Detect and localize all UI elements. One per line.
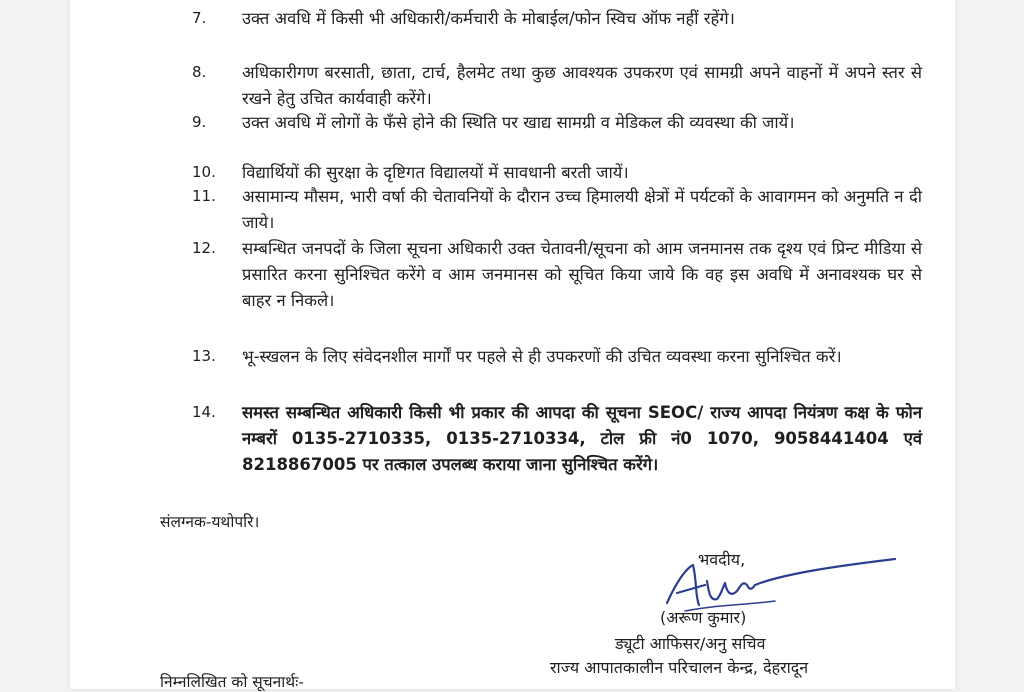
item-number: 13. — [192, 347, 216, 365]
signatory-name: (अरूण कुमार) — [660, 608, 747, 627]
item-number: 10. — [192, 163, 216, 181]
document-page — [70, 0, 955, 689]
enclosure-note: संलग्नक-यथोपरि। — [160, 513, 260, 531]
item-number: 12. — [192, 239, 216, 257]
item-number: 11. — [192, 187, 216, 205]
item-text: उक्त अवधि में किसी भी अधिकारी/कर्मचारी के मोबाईल/फोन स्विच ऑफ नहीं रहेंगे। — [242, 9, 735, 28]
item-text: विद्यार्थियों की सुरक्षा के दृष्टिगत विद्यालयों में सावधानी बरती जायें। — [242, 163, 629, 182]
item-number: 7. — [192, 9, 207, 27]
item-text: अधिकारीगण बरसाती, छाता, टार्च, हैलमेट तथा कुछ आवश्यक उपकरण एवं सामग्री अपने वाहनों में अपने स्तर से रखने हेतु उचित कार्यवाही करेंगे। — [242, 63, 922, 108]
signatory-designation: ड्यूटी आफिसर/अनु सचिव — [615, 634, 766, 653]
item-text: सम्बन्धित जनपदों के जिला सूचना अधिकारी उक्त चेतावनी/सूचना को आम जनमानस तक दृश्य एवं प्रिन्ट मीडिया से प्रसारित करना सुनिश्चित करेंगे व आम जनमानस को सूचित किया जाये कि वह इस अवधि में अनावश्यक घर से बाहर न निकले। — [242, 239, 922, 310]
item-text: समस्त सम्बन्धित अधिकारी किसी भी प्रकार की आपदा की सूचना SEOC/ राज्य आपदा नियंत्रण कक्ष के फोन नम्बरों 0135-2710335, 0135-2710334, टोल फ्री नं0 1070, 9058441404 एवं 8218867005 पर तत्काल उपलब्ध कराया जाना सुनिश्चित करेंगे। — [242, 403, 922, 474]
item-number: 14. — [192, 403, 216, 421]
item-text: भू-स्खलन के लिए संवेदनशील मार्गों पर पहले से ही उपकरणों की उचित व्यवस्था करना सुनिश्चित करें। — [242, 347, 842, 366]
closing-salutation: भवदीय, — [698, 550, 746, 569]
item-number: 8. — [192, 63, 207, 81]
item-text: उक्त अवधि में लोगों के फँसे होने की स्थिति पर खाद्य सामग्री व मेडिकल की व्यवस्था की जायें। — [242, 113, 795, 132]
item-number: 9. — [192, 113, 207, 131]
item-text: असामान्य मौसम, भारी वर्षा की चेतावनियों के दौरान उच्च हिमालयी क्षेत्रों में पर्यटकों के आवागमन को अनुमति न दी जाये। — [242, 187, 922, 232]
signatory-office: राज्य आपातकालीन परिचालन केन्द्र, देहरादून — [550, 658, 809, 677]
distribution-heading: निम्नलिखित को सूचनार्थः- — [160, 673, 304, 691]
